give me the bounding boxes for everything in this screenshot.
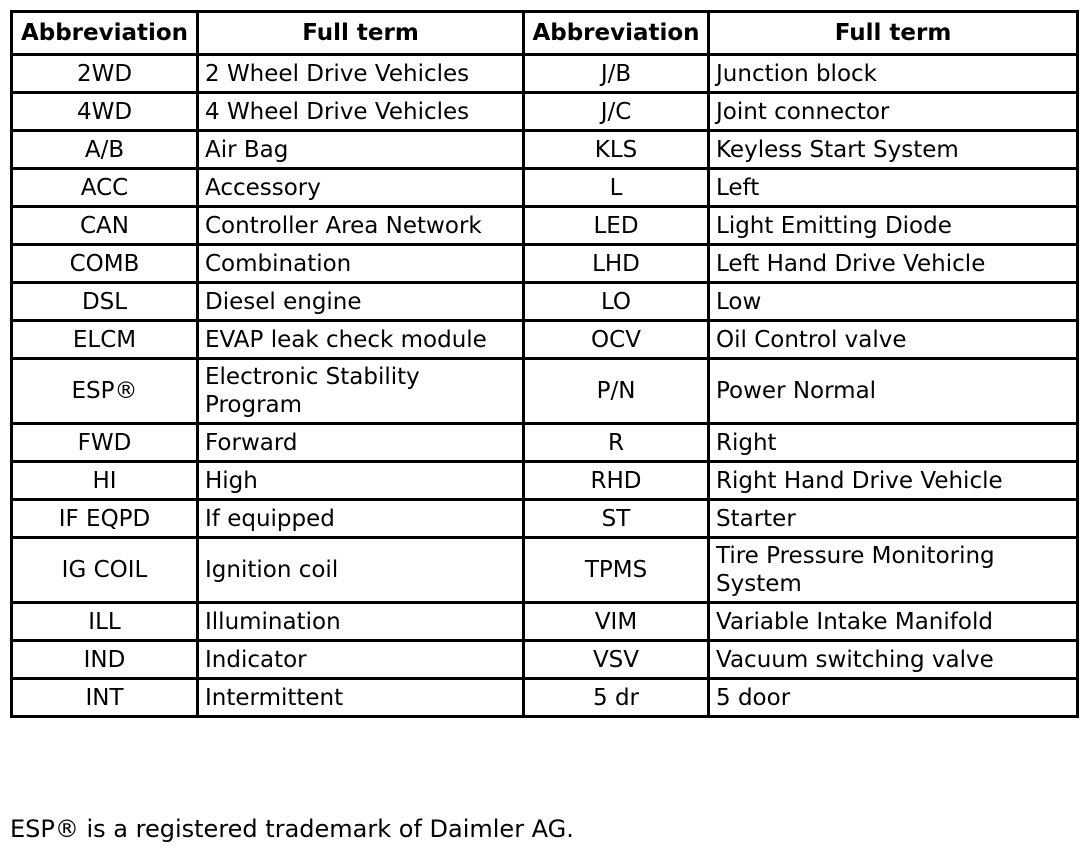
full-term-cell: Accessory (198, 169, 524, 207)
abbreviation-cell: FWD (12, 424, 198, 462)
abbreviation-cell: A/B (12, 131, 198, 169)
abbreviation-cell: 5 dr (524, 679, 709, 717)
full-term-cell: Power Normal (709, 359, 1078, 424)
full-term-cell: Forward (198, 424, 524, 462)
abbreviation-cell: ST (524, 500, 709, 538)
table-row (12, 359, 1078, 424)
table-row (12, 169, 1078, 207)
abbreviation-cell: VSV (524, 641, 709, 679)
header-abbreviation-left: Abbreviation (12, 12, 198, 55)
table-row (12, 245, 1078, 283)
abbreviation-cell: ILL (12, 603, 198, 641)
table-row (12, 207, 1078, 245)
table-row (12, 321, 1078, 359)
full-term-cell: Oil Control valve (709, 321, 1078, 359)
full-term-cell: 2 Wheel Drive Vehicles (198, 55, 524, 93)
full-term-cell: Right (709, 424, 1078, 462)
full-term-cell: If equipped (198, 500, 524, 538)
abbreviation-cell: CAN (12, 207, 198, 245)
abbreviation-cell: RHD (524, 462, 709, 500)
abbreviation-cell: INT (12, 679, 198, 717)
full-term-cell: EVAP leak check module (198, 321, 524, 359)
abbreviation-cell: IG COIL (12, 538, 198, 603)
table-row (12, 538, 1078, 603)
full-term-cell: Indicator (198, 641, 524, 679)
full-term-cell: Variable Intake Manifold (709, 603, 1078, 641)
full-term-cell: Controller Area Network (198, 207, 524, 245)
full-term-cell: Left Hand Drive Vehicle (709, 245, 1078, 283)
abbreviation-cell: R (524, 424, 709, 462)
abbreviation-cell: ELCM (12, 321, 198, 359)
header-abbreviation-right: Abbreviation (524, 12, 709, 55)
full-term-cell: 5 door (709, 679, 1078, 717)
full-term-cell: Air Bag (198, 131, 524, 169)
abbreviation-cell: LED (524, 207, 709, 245)
full-term-cell: Diesel engine (198, 283, 524, 321)
abbreviation-cell: 2WD (12, 55, 198, 93)
table-row (12, 55, 1078, 93)
table-body (12, 55, 1078, 717)
abbreviation-cell: OCV (524, 321, 709, 359)
abbreviation-cell: LHD (524, 245, 709, 283)
full-term-cell: Illumination (198, 603, 524, 641)
abbreviation-cell: TPMS (524, 538, 709, 603)
full-term-cell: Junction block (709, 55, 1078, 93)
table-row (12, 679, 1078, 717)
header-full-term-left: Full term (198, 12, 524, 55)
abbreviation-cell: HI (12, 462, 198, 500)
abbreviation-cell: J/B (524, 55, 709, 93)
header-row (12, 12, 1078, 55)
full-term-cell: Keyless Start System (709, 131, 1078, 169)
full-term-cell: Joint connector (709, 93, 1078, 131)
footnote: ESP® is a registered trademark of Daimler AG. (10, 815, 574, 843)
full-term-cell: Combination (198, 245, 524, 283)
abbreviation-cell: DSL (12, 283, 198, 321)
abbreviation-cell: COMB (12, 245, 198, 283)
abbreviation-cell: IND (12, 641, 198, 679)
full-term-cell: Tire Pressure Monitoring System (709, 538, 1078, 603)
table-row (12, 424, 1078, 462)
table-row (12, 93, 1078, 131)
table-row (12, 462, 1078, 500)
full-term-cell: Light Emitting Diode (709, 207, 1078, 245)
abbreviation-cell: P/N (524, 359, 709, 424)
full-term-cell: Ignition coil (198, 538, 524, 603)
abbreviation-cell: VIM (524, 603, 709, 641)
table-row (12, 131, 1078, 169)
full-term-cell: Electronic Stability Program (198, 359, 524, 424)
abbreviation-cell: L (524, 169, 709, 207)
full-term-cell: Left (709, 169, 1078, 207)
abbreviation-cell: KLS (524, 131, 709, 169)
table-row (12, 283, 1078, 321)
full-term-cell: Starter (709, 500, 1078, 538)
header-full-term-right: Full term (709, 12, 1078, 55)
full-term-cell: High (198, 462, 524, 500)
table-row (12, 603, 1078, 641)
full-term-cell: Low (709, 283, 1078, 321)
table-row (12, 641, 1078, 679)
abbreviation-cell: J/C (524, 93, 709, 131)
full-term-cell: Intermittent (198, 679, 524, 717)
abbreviation-cell: LO (524, 283, 709, 321)
full-term-cell: Right Hand Drive Vehicle (709, 462, 1078, 500)
table-row (12, 500, 1078, 538)
abbreviation-cell: ACC (12, 169, 198, 207)
abbreviation-cell: ESP® (12, 359, 198, 424)
full-term-cell: 4 Wheel Drive Vehicles (198, 93, 524, 131)
abbreviation-cell: 4WD (12, 93, 198, 131)
abbreviation-cell: IF EQPD (12, 500, 198, 538)
full-term-cell: Vacuum switching valve (709, 641, 1078, 679)
abbreviation-table (10, 10, 1079, 718)
